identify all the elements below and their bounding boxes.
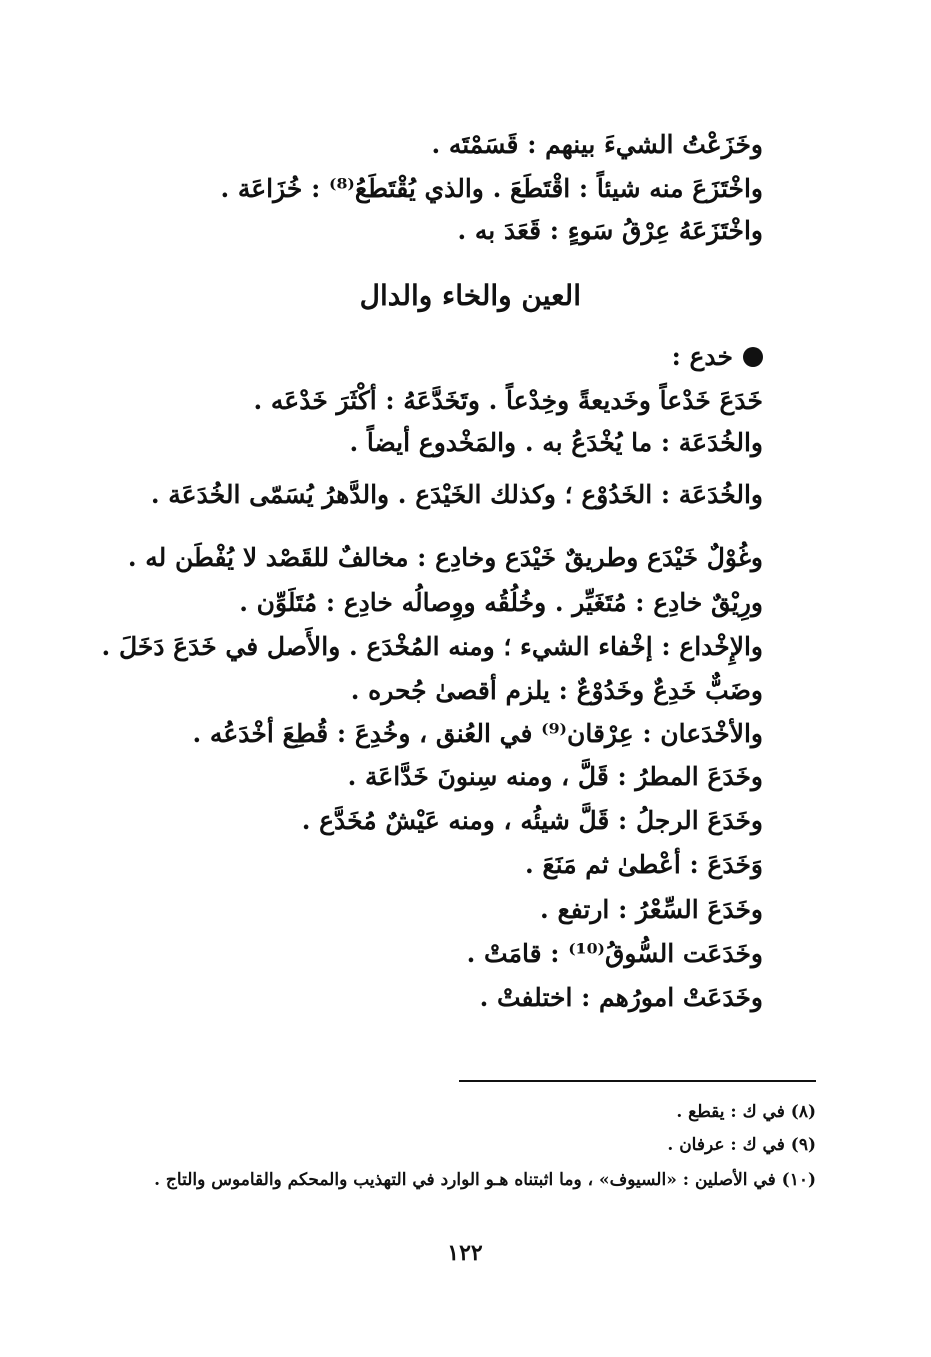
text-line: وضَبٌّ خَدِعٌ وخَدُوْعٌ : يلزم أقصىٰ جُحره . (350, 676, 763, 705)
text-line: ورِيْقٌ خادِع : مُتَغَيِّر . وخُلُقُه ووِصالُه خادِع : مُتَلَوِّن . (239, 588, 763, 617)
footnote-divider (459, 1080, 816, 1082)
text-line: والخُدَعَة : ما يُخْدَعُ به . والمَخْدوع أيضاً . (349, 428, 763, 457)
text-line: وغُوْلٌ خَيْدَع وطريقٌ خَيْدَع وخادِع : مخالفٌ للقَصْد لا يُفْطَن له . (127, 543, 763, 572)
footnote: (٩) في ك : عرفان . (667, 1135, 816, 1155)
entry-header (672, 340, 763, 374)
text-line: وخَزَعْتُ الشيءَ بينهم : قَسَمْتَه . (431, 130, 763, 159)
text-line: خَدَعَ خَدْعاً وخَديعةً وخِدْعاً . وتَخَدَّعَهُ : أكْثَرَ خَدْعَه . (253, 386, 763, 415)
bullet-icon (743, 347, 763, 367)
entry-word: خدع : (671, 342, 733, 371)
text-line: وَخَدَعَ : أعْطىٰ ثم مَنَعَ . (524, 850, 763, 879)
text-line: وخَدَعَ المطرُ : قَلَّ ، ومنه سِنونَ خَدَّاعَة . (347, 762, 763, 791)
text-line: واخْتَزَعَ منه شيئاً : اقْتَطَعَ . والذي يُقْتَطَعُ⁽⁸⁾ : خُزَاعَة . (220, 174, 763, 203)
text-line: وخَدَعَ السِّعْرُ : ارتفع . (540, 895, 763, 924)
page-number: ١٢٢ (447, 1240, 483, 1266)
text-line: والأخْدَعان : عِرْقان⁽⁹⁾ في العُنق ، وخُدِعَ : قُطِعَ أخْدَعُه . (192, 719, 763, 748)
text-line: والإِخْداع : إخْفاء الشيء ؛ ومنه المُخْدَع . والأَصل في خَدَعَ دَخَلَ . (101, 632, 763, 661)
text-line: والخُدَعَة : الخَدُوْع ؛ وكذلك الخَيْدَع . والدَّهرُ يُسَمّى الخُدَعَة . (150, 480, 763, 509)
text-line: وخَدَعَت السُّوقُ⁽¹⁰⁾ : قامَتْ . (466, 939, 763, 968)
footnote: (٨) في ك : يقطع . (676, 1102, 816, 1122)
text-line: وخَدَعَ الرجلُ : قَلَّ شيئُه ، ومنه عَيْشٌ مُخَدَّع . (301, 806, 763, 835)
footnote: (١٠) في الأصلين : «السيوف» ، وما اثبتناه هـو الوارد في التهذيب والمحكم والقاموس والتاج . (154, 1170, 816, 1190)
text-line: واخْتَزَعَهُ عِرْقُ سَوءٍ : قَعَدَ به . (457, 216, 763, 245)
text-line: وخَدَعَتْ امورُهم : اختلفتْ . (479, 983, 763, 1012)
section-heading: العين والخاء والدال (359, 279, 581, 312)
